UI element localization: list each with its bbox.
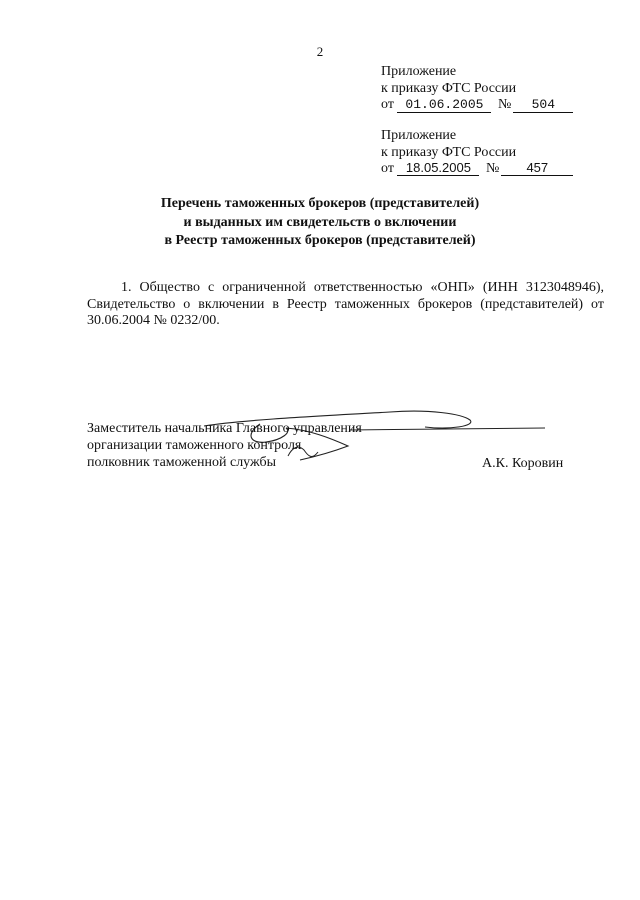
title-line-1: Перечень таможенных брокеров (представителей) [160, 196, 480, 211]
signatory-position: Заместитель начальника Главного управления [87, 421, 362, 436]
appendix-block-2 [381, 128, 621, 178]
appendix-2-number: 457 [501, 161, 573, 176]
appendix-1-date-number-line [381, 97, 621, 114]
appendix-2-date: 18.05.2005 [397, 161, 479, 176]
signatory-rank: полковник таможенной службы [87, 455, 277, 470]
signatory-block [87, 420, 387, 471]
appendix-1-date: 01.06.2005 [397, 98, 491, 113]
appendix-1-from-label: от [381, 97, 394, 112]
appendix-block-1 [381, 64, 621, 114]
appendix-1-number-label: № [497, 97, 512, 112]
page-number: 2 [316, 44, 324, 59]
document-title [80, 195, 560, 251]
appendix-2-date-number-line [381, 161, 621, 178]
signatory-name: А.К. Коровин [482, 456, 564, 471]
appendix-2-heading: Приложение [381, 128, 457, 143]
appendix-1-number: 504 [513, 98, 573, 113]
title-line-3: в Реестр таможенных брокеров (представителей) [164, 233, 476, 248]
appendix-2-order-ref: к приказу ФТС России [381, 144, 517, 160]
appendix-2-from-label: от [381, 161, 394, 176]
appendix-1-heading: Приложение [381, 64, 457, 79]
appendix-2-number-label: № [485, 161, 500, 176]
list-item: 1. Общество с ограниченной ответственностью «ОНП» (ИНН 3123048946), Свидетельство о включении в Реестр таможенных брокеров (представителей) от 30.06.2004 № 0232/00. [87, 280, 604, 328]
title-line-2: и выданных им свидетельств о включении [183, 214, 457, 230]
signatory-department: организации таможенного контроля [87, 438, 302, 453]
appendix-1-order-ref: к приказу ФТС России [381, 80, 517, 96]
